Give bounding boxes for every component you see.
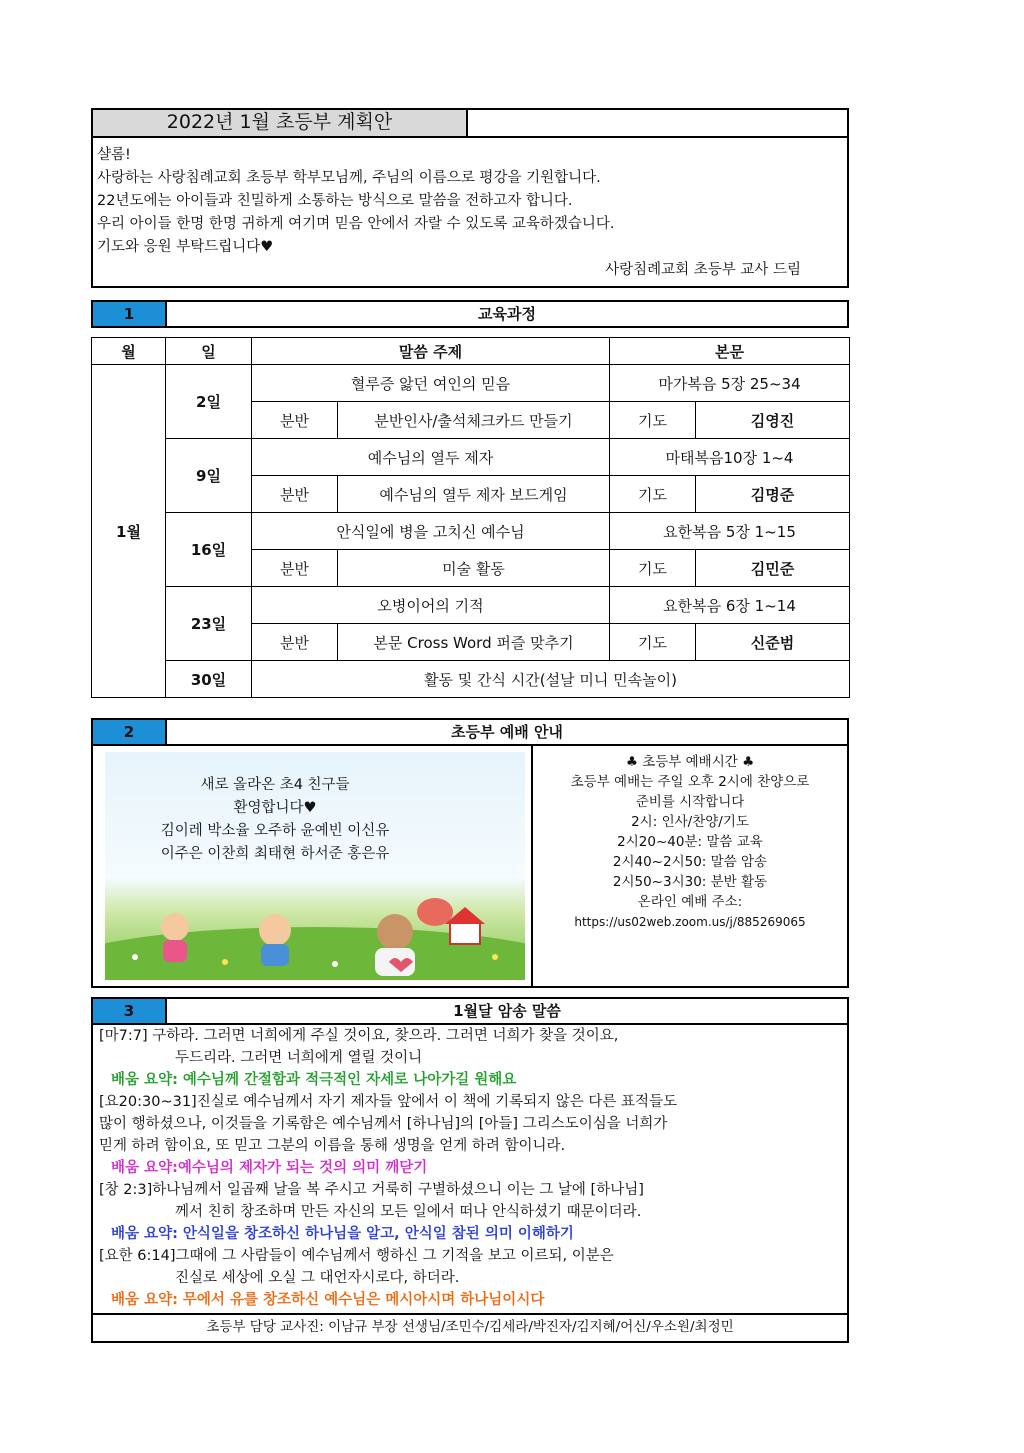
text-cell: 요한복음 6장 1~14: [610, 587, 850, 624]
verse-line: [요20:30~31]진실로 예수님께서 자기 제자들 앞에서 이 책에 기록되지 않은 다른 표적들도: [99, 1094, 678, 1110]
text-cell: 마가복음 5장 25~34: [610, 365, 850, 402]
column-header: 일: [166, 338, 252, 365]
topic-cell: 예수님의 열두 제자: [252, 439, 610, 476]
section-label: 초등부 예배 안내: [451, 723, 563, 741]
prayer-cell: 기도: [610, 550, 696, 587]
day-cell: 9일: [166, 439, 252, 513]
activity-cell: 분반인사/출석체크카드 만들기: [338, 402, 610, 439]
summary-line: 배움 요약: 무에서 유를 창조하신 예수님은 메시아시며 하나님이시다: [111, 1292, 545, 1308]
schedule-line: 2시20~40분: 말씀 교육: [617, 834, 763, 850]
section2-header: [91, 718, 849, 746]
greeting-line: 샬롬!: [97, 147, 131, 163]
column-header: 말씀 주제: [252, 338, 610, 365]
topic-cell: 활동 및 간식 시간(설날 미니 민속놀이): [252, 661, 850, 698]
curriculum-table: [91, 337, 850, 698]
leader-cell: 김명준: [696, 476, 850, 513]
page-title: 2022년 1월 초등부 계획안: [93, 110, 468, 136]
welcome-line: 환영합니다♥: [233, 800, 317, 816]
group-cell: 분반: [252, 402, 338, 439]
prayer-cell: 기도: [610, 624, 696, 661]
group-cell: 분반: [252, 476, 338, 513]
text-cell: 요한복음 5장 1~15: [610, 513, 850, 550]
plan-header-box: [91, 108, 849, 288]
schedule-line: 준비를 시작합니다: [635, 794, 745, 810]
section-label: 1월달 암송 말씀: [453, 1002, 561, 1020]
column-header: 월: [92, 338, 166, 365]
schedule-line: 2시: 인사/찬양/기도: [631, 814, 749, 830]
zoom-link[interactable]: https://us02web.zoom.us/j/885269065: [574, 915, 806, 929]
verse-line: [요한 6:14]그때에 그 사람들이 예수님께서 행하신 그 기적을 보고 이르되, 이분은: [99, 1248, 614, 1264]
section-number: 2: [93, 720, 167, 744]
section-number: 1: [93, 302, 167, 326]
verse-line: 두드리라. 그러면 너희에게 열릴 것이니: [175, 1050, 423, 1066]
welcome-illustration: [105, 752, 525, 980]
welcome-line: 이주은 이찬희 최태현 하서준 홍은유: [160, 846, 390, 862]
table-row: [92, 587, 850, 624]
activity-cell: 미술 활동: [338, 550, 610, 587]
signature: 사랑침례교회 초등부 교사 드림: [605, 262, 801, 278]
topic-cell: 안식일에 병을 고치신 예수님: [252, 513, 610, 550]
schedule-line: 온라인 예배 주소:: [637, 894, 743, 910]
topic-cell: 오병이어의 기적: [252, 587, 610, 624]
verse-line: [창 2:3]하나님께서 일곱째 날을 복 주시고 거룩히 구별하셨으니 이는 그 날에 [하나님]: [99, 1182, 644, 1198]
text-cell: 마태복음10장 1~4: [610, 439, 850, 476]
day-cell: 23일: [166, 587, 252, 661]
welcome-line: 새로 올라온 초4 친구들: [200, 777, 350, 793]
column-header: 본문: [610, 338, 850, 365]
verse-line: 많이 행하셨으나, 이것들을 기록함은 예수님께서 [하나님]의 [아들] 그리스도이심을 너희가: [99, 1116, 668, 1132]
summary-line: 배움 요약:예수님의 제자가 되는 것의 의미 깨닫기: [111, 1160, 428, 1176]
greeting-line: 기도와 응원 부탁드립니다♥: [97, 239, 274, 255]
table-row: [92, 365, 850, 402]
group-cell: 분반: [252, 624, 338, 661]
day-cell: 2일: [166, 365, 252, 439]
leader-cell: 신준범: [696, 624, 850, 661]
greeting-line: 우리 아이들 한명 한명 귀하게 여기며 믿음 안에서 자랄 수 있도록 교육하겠습니다.: [97, 216, 615, 232]
section-label: 교육과정: [478, 305, 536, 323]
greeting-line: 사랑하는 사랑침례교회 초등부 학부모님께, 주님의 이름으로 평강을 기원합니다.: [97, 170, 601, 186]
table-header-row: [92, 338, 850, 365]
welcome-line: 김이레 박소율 오주하 윤예빈 이신유: [160, 823, 390, 839]
welcome-text: [145, 774, 405, 866]
day-cell: 30일: [166, 661, 252, 698]
group-cell: 분반: [252, 550, 338, 587]
verse-line: 믿게 하려 함이요, 또 믿고 그분의 이름을 통해 생명을 얻게 하려 함이니라.: [99, 1138, 566, 1154]
activity-cell: 본문 Cross Word 퍼즐 맞추기: [338, 624, 610, 661]
section3-header: [91, 997, 849, 1025]
section-number: 3: [93, 999, 167, 1023]
summary-line: 배움 요약: 안식일을 창조하신 하나님을 알고, 안식일 참된 의미 이해하기: [111, 1226, 574, 1242]
topic-cell: 혈루증 앓던 여인의 믿음: [252, 365, 610, 402]
verse-line: 진실로 세상에 오실 그 대언자시로다, 하더라.: [175, 1270, 460, 1286]
prayer-cell: 기도: [610, 476, 696, 513]
table-row: [92, 513, 850, 550]
table-row: [92, 661, 850, 698]
schedule-line: 2시50~3시30: 분반 활동: [612, 874, 768, 890]
memory-verses: [91, 1023, 849, 1343]
schedule-line: 2시40~2시50: 말씀 암송: [612, 854, 768, 870]
section1-header: [91, 300, 849, 328]
teacher-footer: 초등부 담당 교사진: 이남규 부장 선생님/조민수/김세라/박진자/김지혜/어신/우소원/최정민: [93, 1313, 847, 1341]
activity-cell: 예수님의 열두 제자 보드게임: [338, 476, 610, 513]
worship-schedule: [533, 752, 847, 932]
prayer-cell: 기도: [610, 402, 696, 439]
table-row: [92, 439, 850, 476]
leader-cell: 김영진: [696, 402, 850, 439]
month-cell: 1월: [92, 365, 166, 698]
verse-line: 께서 친히 창조하며 만든 자신의 모든 일에서 떠나 안식하셨기 때문이더라.: [175, 1204, 642, 1220]
schedule-line: 초등부 예배는 주일 오후 2시에 찬양으로: [570, 774, 810, 790]
verse-line: [마7:7] 구하라. 그러면 너희에게 주실 것이요, 찾으라. 그러면 너희가 찾을 것이요,: [99, 1028, 619, 1044]
greeting: [93, 138, 847, 282]
worship-box: [91, 744, 849, 988]
leader-cell: 김민준: [696, 550, 850, 587]
schedule-line: ♣ 초등부 예배시간 ♣: [625, 754, 755, 770]
greeting-line: 22년도에는 아이들과 친밀하게 소통하는 방식으로 말씀을 전하고자 합니다.: [97, 193, 573, 209]
day-cell: 16일: [166, 513, 252, 587]
summary-line: 배움 요약: 예수님께 간절함과 적극적인 자세로 나아가길 원해요: [111, 1072, 517, 1088]
title-bar: [93, 110, 847, 138]
